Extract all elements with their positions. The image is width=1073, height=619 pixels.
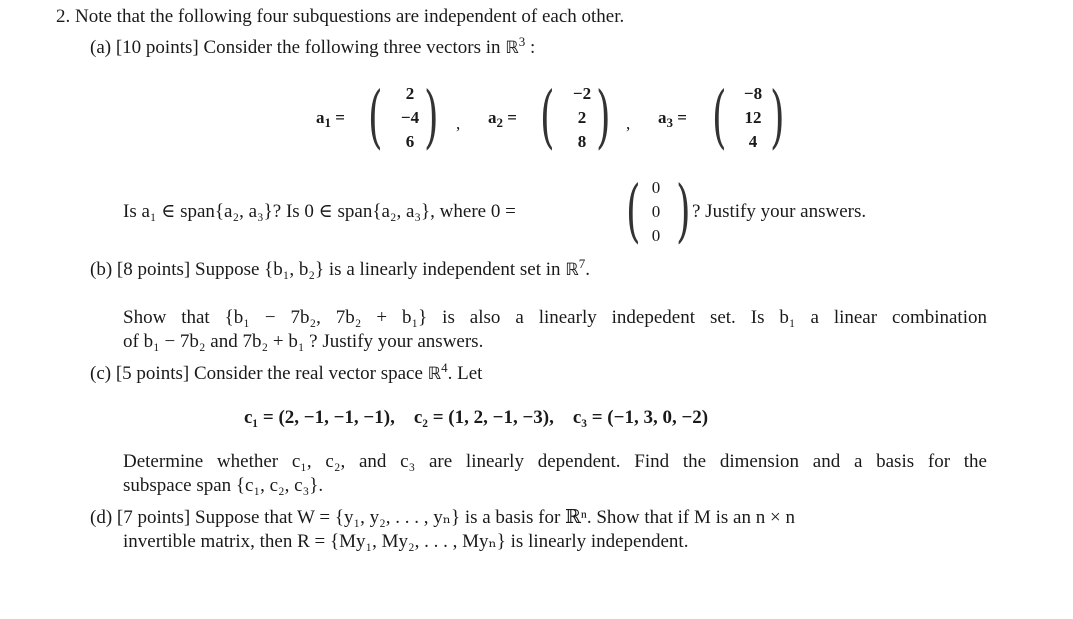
vector-a3-label: $a_3$ = <box>658 108 687 130</box>
question-heading <box>56 5 624 29</box>
left-paren: ( <box>712 78 727 157</box>
part-c-line-1: Determine whether c₁, c₂, and c₃ are linearly dependent. Find the dimension and a basis for the <box>123 451 987 472</box>
part-d-line-1: (d) [7 points] Suppose that W = {y₁, y₂, . . . , yₙ} is a basis for ℝⁿ. Show that if M is an n × n <box>90 507 795 528</box>
question-number: 2. <box>56 6 71 27</box>
part-a-heading: (a) [10 points] Consider the following three vectors in ℝ$^3$ : <box>90 34 536 58</box>
left-paren: ( <box>626 172 641 251</box>
part-a-question: Is a₁ ∈ span{a₂, a₃}? Is 0 ∈ span{a₂, a₃}, where 0 = <box>123 201 516 222</box>
part-a-justify: ? Justify your answers. <box>692 201 867 222</box>
left-paren: ( <box>368 78 383 157</box>
part-d-line-2: invertible matrix, then R = {My₁, My₂, . . . , Myₙ} is linearly independent. <box>123 531 689 552</box>
right-paren: ) <box>424 78 439 157</box>
right-paren: ) <box>596 78 611 157</box>
vector-a1-label: $a_1$ = <box>316 108 345 130</box>
right-paren: ) <box>770 78 785 157</box>
part-b-line-2: of b₁ − 7b₂ and 7b₂ + b₁ ? Justify your answers. <box>123 331 484 352</box>
right-paren: ) <box>676 172 691 251</box>
part-b-heading: (b) [8 points] Suppose {b₁, b₂} is a linearly independent set in ℝ$^7$. <box>90 256 590 280</box>
part-c-equation: c₁ = (2, −1, −1, −1), c₂ = (1, 2, −1, −3), c₃ = (−1, 3, 0, −2) <box>244 407 709 428</box>
vector-a2-label: $a_2$ = <box>488 108 517 130</box>
question-intro: Note that the following four subquestions are independent of each other. <box>75 6 625 27</box>
part-c-line-2: subspace span {c₁, c₂, c₃}. <box>123 475 324 496</box>
part-c-heading: (c) [5 points] Consider the real vector space ℝ$^4$. Let <box>90 360 483 384</box>
left-paren: ( <box>540 78 555 157</box>
part-b-line-1: Show that {b₁ − 7b₂, 7b₂ + b₁} is also a linearly indepedent set. Is b₁ a linear combination <box>123 307 987 328</box>
